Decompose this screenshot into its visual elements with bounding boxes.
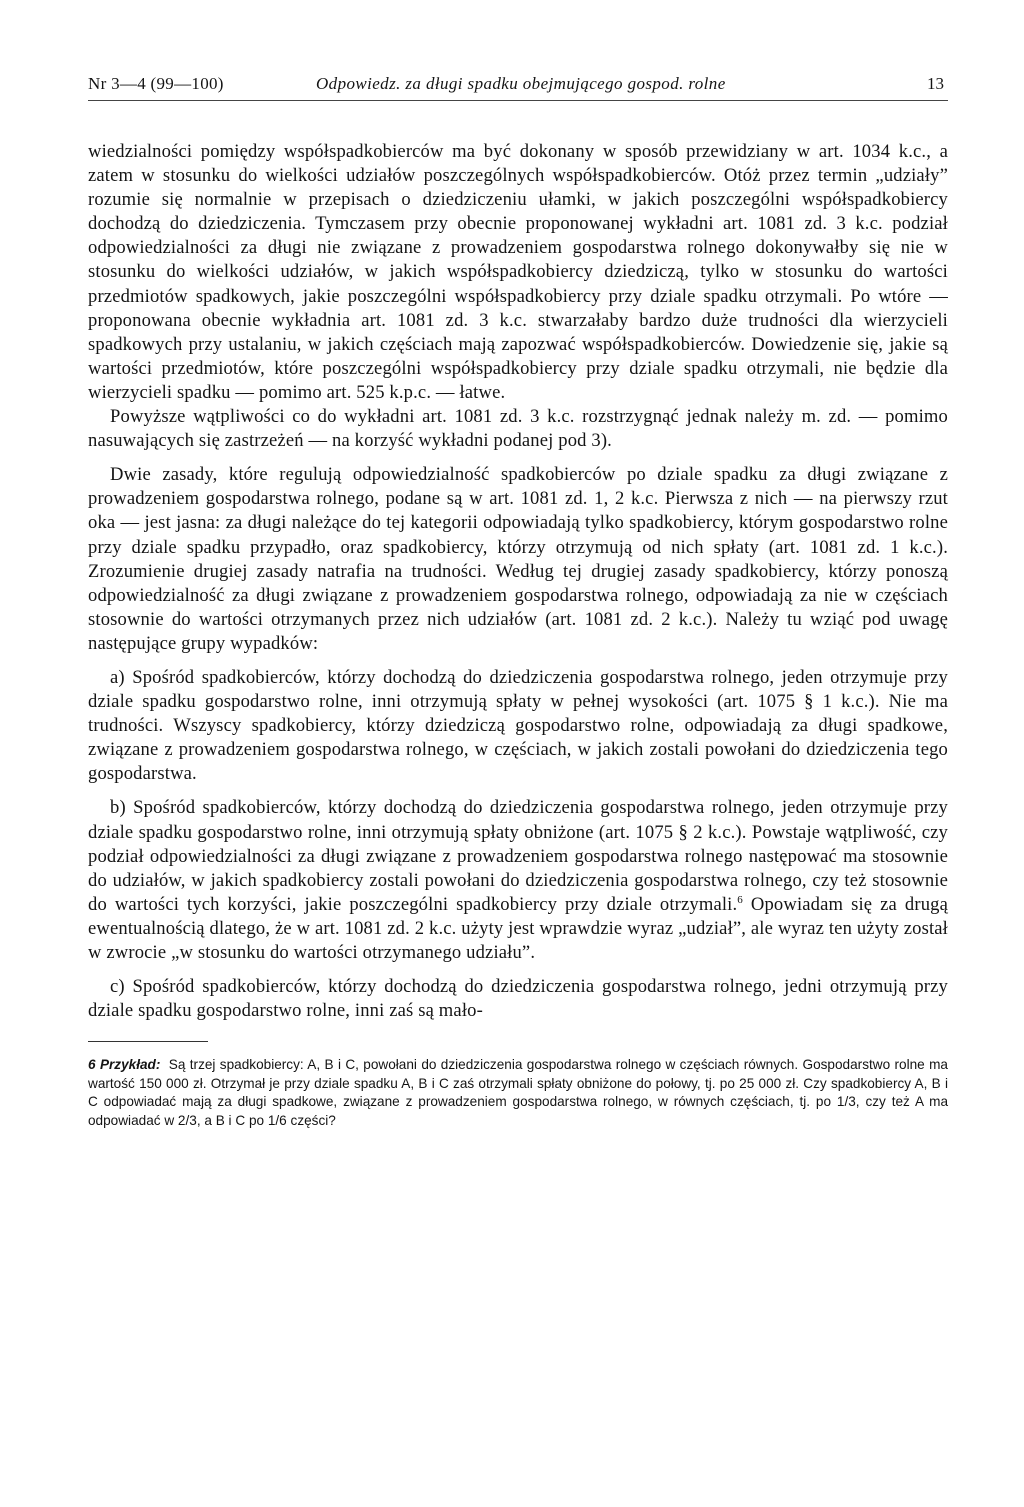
document-page [88,68,948,1131]
footnote-mark: 6 [88,1057,96,1073]
case-b-text-continued: Opowiadam się za drugą ewentualnością dlatego, że w art. 1081 zd. 2 k.c. użyty jest wprawdzie wyraz „udział”, ale wyraz ten użyty został w zwrocie „w stosunku do wartości otrzymanego udziału”. [88,893,948,963]
paragraph-case-a: a) Spośród spadkobierców, którzy dochodzą do dziedziczenia gospodarstwa rolnego, jeden otrzymuje przy dziale spadku gospodarstwo rolne, inni otrzymują spłaty w pełnej wysokości (art. 1075 § 1 k.c.). Nie ma trudności. Wszyscy spadkobiercy, którzy dziedziczą gospodarstwo rolne, odpowiadają za długi spadkowe, związane z prowadzeniem gospodarstwa rolnego, w częściach, w jakich zostali powołani do dziedziczenia tego gospodarstwa. [88,666,948,785]
paragraph-conclusion: Powyższe wątpliwości co do wykładni art. 1081 zd. 3 k.c. rozstrzygnąć jednak należy m. zd. — pomimo nasuwających się zastrzeżeń — na korzyść wykładni podanej pod 3). [88,406,948,452]
footnote-text: Są trzej spadkobiercy: A, B i C, powołani do dziedziczenia gospodarstwa rolnego w częściach równych. Gospodarstwo rolne ma wartość 150 000 zł. Otrzymał je przy dziale spadku A, B i C zaś otrzymali spłaty obniżone do połowy, tj. po 25 000 zł. Czy spadkobiercy A, B i C odpowiadać mają za długi spadkowe, związane z prowadzeniem gospodarstwa rolnego, w równych częściach, tj. po 1/3, czy też A ma odpowiadać w 2/3, a B i C po 1/6 części? [88,1057,948,1129]
issue-number: Nr 3—4 (99—100) [88,74,224,93]
article-body [88,140,948,1023]
page-number: 13 [927,74,944,93]
footnote-reference[interactable]: 6 [737,893,743,906]
paragraph-case-c: c) Spośród spadkobierców, którzy dochodzą do dziedziczenia gospodarstwa rolnego, jedni otrzymują przy dziale spadku gospodarstwo rolne, inni zaś są mało- [88,976,948,1022]
paragraph-continuation: wiedzialności pomiędzy współspadkobierców ma być dokonany w sposób przewidziany w art. 1034 k.c., a zatem w stosunku do wielkości udziałów poszczególnych współspadkobierców. Otóż przez termin „udziały” rozumie się normalnie w przepisach o dziedziczeniu ułamki, w jakich poszczególni współspadkobiercy dochodzą do dziedziczenia. Tymczasem przy obecnie proponowanej wykładni art. 1081 zd. 3 k.c. podział odpowiedzialności za długi nie związane z prowadzeniem gospodarstwa rolnego dokonywałby się nie w stosunku do wielkości udziałów, w jakich współspadkobiercy dziedziczą, tylko w stosunku do wartości przedmiotów spadkowych, jakie poszczególni współspadkobiercy przy dziale spadku otrzymali. Po wtóre — proponowana obecnie wykładnia art. 1081 zd. 3 k.c. stwarzałaby bardzo duże trudności dla wierzycieli spadkowych przy ustalaniu, w jakich częściach mają zapozwać współspadkobierców. Dowiedzenie się, jakie są wartości przedmiotów, które poszczególni współspadkobiercy przy dziale spadku otrzymali, nie będzie dla wierzycieli spadku — pomimo art. 525 k.p.c. — łatwe. [88,141,948,403]
header-rule [88,100,948,101]
running-head [88,68,948,98]
footnote-lead: Przykład: [99,1057,161,1073]
paragraph-two-principles: Dwie zasady, które regulują odpowiedzialność spadkobierców po dziale spadku za długi związane z prowadzeniem gospodarstwa rolnego, podane są w art. 1081 zd. 1, 2 k.c. Pierwsza z nich — na pierwszy rzut oka — jest jasna: za długi należące do tej kategorii odpowiadają tylko spadkobiercy, którym gospodarstwo rolne przy dziale spadku przypadło, oraz spadkobiercy, którzy otrzymują od nich spłaty (art. 1081 zd. 1 k.c.). Zrozumienie drugiej zasady natrafia na trudności. Według tej drugiej zasady spadkobiercy, którzy ponoszą odpowiedzialność za długi związane z prowadzeniem gospodarstwa rolnego, odpowiadają za nie w częściach stosownie do wartości otrzymanych przez nich udziałów (art. 1081 zd. 2 k.c.). Należy tu wziąć pod uwagę następujące grupy wypadków: [88,464,948,654]
footnote [88,1056,948,1130]
running-title: Odpowiedz. za długi spadku obejmującego gospod. rolne [316,74,726,93]
footnote-rule [88,1041,208,1042]
paragraph-case-b [88,796,948,965]
case-b-text: b) Spośród spadkobierców, którzy dochodzą do dziedziczenia gospodarstwa rolnego, jeden otrzymuje przy dziale spadku gospodarstwo rolne, inni otrzymują spłaty obniżone (art. 1075 § 2 k.c.). Powstaje wątpliwość, czy podział odpowiedzialności za długi związane z prowadzeniem gospodarstwa rolnego następować ma stosownie do udziałów, w jakich spadkobiercy zostali powołani do dziedziczenia gospodarstwa rolnego, czy też stosownie do wartości tych korzyści, jakie poszczególni spadkobiercy przy dziale otrzymali. [88,797,948,915]
